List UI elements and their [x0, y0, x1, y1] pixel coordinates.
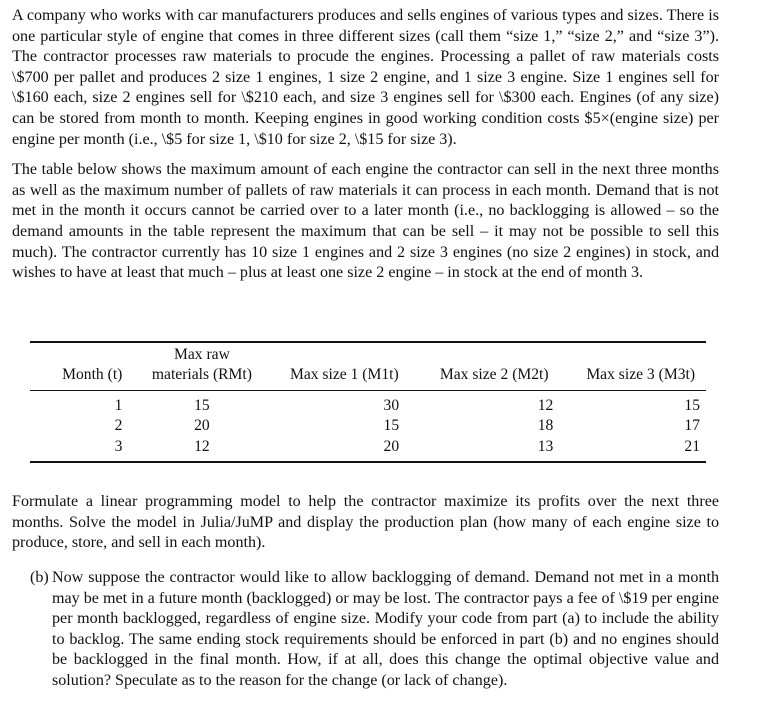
formulate-paragraph: Formulate a linear programming model to help the contractor maximize its profits over the next three months. Solve the model in Julia/JuMP and display the production plan (how many of each engine size to produce, store, and sell in each month). [12, 493, 719, 552]
cell-size-1: 20 [275, 437, 413, 462]
header-month: Month (t) [30, 365, 128, 391]
cell-size-2: 12 [537, 397, 554, 414]
table-row [30, 391, 706, 417]
intro-paragraph-2: The table below shows the maximum amount of each engine the contractor can sell in the next three months as well as the maximum number of pallets of raw materials it can process in each month. Demand that is not met in the month it occurs cannot be carried over to a later month (i.e., no backlogging is allowed – so the demand amounts in the table represent the maximum that can be sell – it may not be possible to sell this much). The contractor currently has 10 size 1 engines and 2 size 3 engines (no size 2 engines) in stock, and wishes to have at least that much – plus at least one size 2 engine – in stock at the end of month 3. [12, 161, 719, 282]
cell-size-1: 30 [383, 397, 400, 414]
header-raw-materials: materials (RMt) [128, 365, 275, 391]
cell-raw: 12 [128, 437, 275, 462]
intro-paragraph-1: A company who works with car manufacturers produces and sells engines of various types and sizes. There is one particular style of engine that comes in three different sizes (call them “size 1,” “size 2,” and “size 3”). The contractor processes raw materials to procude the engines. Processing a pallet of raw materials costs \$700 per pallet and produces 2 size 1 engines, 1 size 2 engine, and 1 size 3 engine. Size 1 engines sell for \$160 each, size 2 engines sell for \$210 each, and size 3 engines sell for \$300 each. Engines (of any size) can be stored from month to month. Keeping engines in good working condition costs $5×(engine size) per engine per month (i.e., \$5 for size 1, \$10 for size 2, \$15 for size 3). [12, 7, 719, 148]
table-row [30, 416, 706, 436]
cell-size-3: 17 [684, 417, 700, 435]
cell-month: 3 [30, 437, 128, 462]
cell-raw: 15 [194, 397, 210, 414]
capacity-table [30, 341, 706, 463]
part-b-text: Now suppose the contractor would like to allow backlogging of demand. Demand not met in a month may be met in a future month (backlogged) or may be lost. The contractor pays a fee of \$19 per engine per month backlogged, regardless of engine size. Modify your code from part (a) to include the ability to backlog. The same ending stock requirements should be enforced in part (b) and no engines should be backlogged in the final month. How, if at all, does this change the optimal objective value and solution? Speculate as to the reason for the change (or lack of change). [52, 569, 719, 689]
header-max-raw: Max raw [173, 346, 230, 363]
cell-month: 2 [114, 417, 123, 435]
cell-size-2: 13 [413, 437, 575, 462]
cell-size-3: 15 [684, 397, 700, 414]
problem-statement [12, 6, 719, 284]
part-b-label: (b) [30, 569, 49, 586]
cell-month: 1 [114, 397, 123, 414]
cell-size-2: 18 [537, 417, 554, 435]
cell-size-3: 21 [575, 437, 706, 462]
header-max-size-3: Max size 3 (M3t) [575, 365, 706, 391]
table-row [30, 437, 706, 462]
part-b-section [30, 568, 719, 692]
cell-size-1: 15 [383, 417, 400, 435]
header-max-size-2: Max size 2 (M2t) [413, 365, 575, 391]
header-max-size-1: Max size 1 (M1t) [275, 365, 413, 391]
formulate-section [12, 492, 719, 554]
cell-raw: 20 [194, 417, 210, 435]
